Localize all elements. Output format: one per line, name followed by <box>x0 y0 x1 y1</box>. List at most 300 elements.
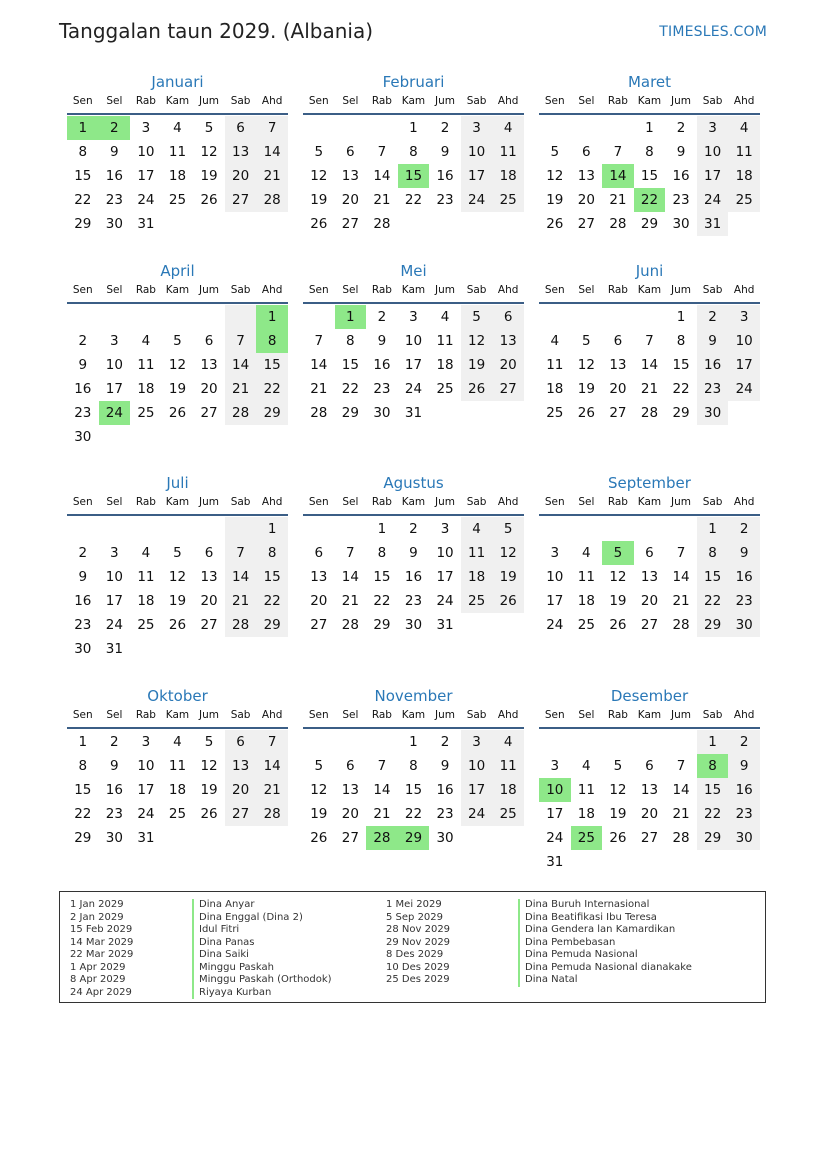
day-cell: 21 <box>225 377 257 401</box>
day-cell: 12 <box>609 782 627 798</box>
weekday-label: Kam <box>165 709 190 721</box>
day-cell: 21 <box>256 778 288 802</box>
weekday-header <box>303 495 524 516</box>
weekday-label: Ahd <box>733 95 755 107</box>
week-row <box>539 565 760 589</box>
day-cell: 3 <box>141 120 151 136</box>
legend-holiday-name: Minggu Paskah <box>199 961 274 973</box>
day-cell: 23 <box>672 192 690 208</box>
weekday-label: Ahd <box>733 709 755 721</box>
day-cell: 28 <box>640 405 659 421</box>
day-cell: 31 <box>697 212 729 236</box>
day-cell: 22 <box>672 381 690 397</box>
holiday-day-cell: 8 <box>256 329 288 353</box>
day-cell: 31 <box>436 617 454 633</box>
brand-link[interactable]: TIMESLES.COM <box>659 24 767 40</box>
day-cell: 11 <box>137 357 155 373</box>
weekday-label: Sab <box>230 284 251 296</box>
day-cell: 24 <box>137 192 155 208</box>
weekday-label: Sab <box>230 95 251 107</box>
day-cell: 19 <box>609 806 627 822</box>
weekday-label: Sab <box>466 496 487 508</box>
day-cell: 12 <box>461 329 493 353</box>
legend-names-left <box>192 899 332 999</box>
week-row <box>67 188 288 212</box>
month-name: Maret <box>627 73 672 91</box>
day-cell: 28 <box>672 617 690 633</box>
week-row <box>303 565 524 589</box>
day-cell: 20 <box>609 381 627 397</box>
week-row <box>539 850 760 874</box>
day-cell: 2 <box>728 730 760 754</box>
empty-day-cell <box>193 212 225 236</box>
legend-holiday-name: Dina Buruh Internasional <box>525 899 650 910</box>
weekday-label: Sel <box>342 496 359 508</box>
day-cell: 20 <box>200 381 218 397</box>
week-row <box>303 140 524 164</box>
holiday-day-cell: 1 <box>67 116 99 140</box>
day-cell: 9 <box>440 758 450 774</box>
day-cell: 12 <box>492 541 524 565</box>
day-cell: 18 <box>436 357 454 373</box>
day-cell: 7 <box>225 329 257 353</box>
day-cell: 7 <box>256 730 288 754</box>
weekday-label: Sab <box>466 284 487 296</box>
day-cell: 16 <box>728 778 760 802</box>
weekday-label: Sel <box>342 284 359 296</box>
day-cell: 12 <box>546 168 564 184</box>
day-cell: 7 <box>377 144 387 160</box>
day-cell: 17 <box>105 593 123 609</box>
weekday-label: Ahd <box>733 496 755 508</box>
weekday-label: Sel <box>106 284 123 296</box>
weekday-label: Sab <box>702 95 723 107</box>
day-cell: 6 <box>645 545 654 561</box>
weekday-header <box>67 495 288 516</box>
day-cell: 2 <box>409 521 418 537</box>
day-cell: 13 <box>341 782 359 798</box>
day-cell: 22 <box>404 806 423 822</box>
empty-day-cell <box>634 850 666 874</box>
empty-day-cell <box>539 116 571 140</box>
legend-date: 5 Sep 2029 <box>386 911 444 923</box>
empty-day-cell <box>99 517 131 541</box>
day-cell: 17 <box>461 778 493 802</box>
day-cell: 5 <box>204 120 214 136</box>
week-row <box>539 778 760 802</box>
day-cell: 8 <box>78 758 88 774</box>
day-cell: 10 <box>461 754 493 778</box>
day-cell: 25 <box>546 405 564 421</box>
day-cell: 19 <box>609 593 627 609</box>
day-cell: 27 <box>640 830 659 846</box>
day-cell: 6 <box>204 545 214 561</box>
day-cell: 19 <box>310 806 328 822</box>
day-cell: 24 <box>105 617 123 633</box>
empty-day-cell <box>571 850 603 874</box>
month-mei <box>303 261 524 425</box>
day-cell: 20 <box>341 192 359 208</box>
day-cell: 18 <box>137 381 155 397</box>
month-name: Oktober <box>147 687 208 705</box>
day-cell: 31 <box>105 641 123 657</box>
week-row <box>67 353 288 377</box>
day-cell: 13 <box>225 754 257 778</box>
day-cell: 3 <box>409 309 418 325</box>
week-row <box>539 802 760 826</box>
weekday-label: Kam <box>165 496 190 508</box>
day-cell: 12 <box>200 144 218 160</box>
day-cell: 4 <box>440 309 450 325</box>
empty-day-cell <box>256 425 288 449</box>
legend-date: 2 Jan 2029 <box>70 911 124 923</box>
empty-day-cell <box>366 116 398 140</box>
day-cell: 1 <box>78 734 88 750</box>
day-cell: 24 <box>436 593 454 609</box>
month-name: November <box>374 687 453 705</box>
week-row <box>67 212 288 236</box>
month-januari <box>67 72 288 236</box>
day-cell: 7 <box>613 144 623 160</box>
empty-day-cell <box>634 305 666 329</box>
day-cell: 4 <box>461 517 493 541</box>
day-cell: 16 <box>404 569 423 585</box>
weekday-label: Kam <box>165 284 190 296</box>
day-cell: 9 <box>110 144 119 160</box>
day-cell: 15 <box>697 778 729 802</box>
day-cell: 27 <box>640 617 659 633</box>
day-cell: 2 <box>110 734 119 750</box>
weekday-label: Kam <box>637 95 662 107</box>
day-cell: 15 <box>404 782 423 798</box>
day-cell: 15 <box>256 565 288 589</box>
week-row <box>67 140 288 164</box>
empty-day-cell <box>602 305 634 329</box>
week-row <box>67 541 288 565</box>
empty-day-cell <box>162 637 194 661</box>
day-cell: 18 <box>577 806 595 822</box>
empty-day-cell <box>99 305 131 329</box>
day-cell: 16 <box>436 168 454 184</box>
empty-day-cell <box>539 305 571 329</box>
week-row <box>303 778 524 802</box>
week-row <box>303 353 524 377</box>
day-cell: 21 <box>373 192 391 208</box>
day-cell: 30 <box>105 216 123 232</box>
day-cell: 24 <box>697 188 729 212</box>
day-cell: 18 <box>546 381 564 397</box>
day-cell: 4 <box>173 120 182 136</box>
week-row <box>67 305 288 329</box>
month-name: Mei <box>400 262 427 280</box>
empty-day-cell <box>461 826 493 850</box>
weekday-label: Rab <box>135 709 156 721</box>
day-cell: 29 <box>672 405 690 421</box>
empty-day-cell <box>539 730 571 754</box>
empty-day-cell <box>366 730 398 754</box>
weekday-label: Sel <box>342 95 359 107</box>
day-cell: 21 <box>672 593 690 609</box>
day-cell: 16 <box>697 353 729 377</box>
day-cell: 31 <box>137 830 155 846</box>
day-cell: 13 <box>640 569 659 585</box>
weekday-label: Jum <box>199 95 220 107</box>
day-cell: 28 <box>225 613 257 637</box>
day-cell: 4 <box>141 545 151 561</box>
week-row <box>303 377 524 401</box>
weekday-label: Rab <box>371 496 392 508</box>
weekday-header <box>67 708 288 729</box>
empty-day-cell <box>634 730 666 754</box>
empty-day-cell <box>634 517 666 541</box>
day-cell: 27 <box>310 617 328 633</box>
day-cell: 26 <box>609 617 627 633</box>
day-cell: 25 <box>436 381 454 397</box>
day-cell: 15 <box>373 569 391 585</box>
day-cell: 13 <box>640 782 659 798</box>
day-cell: 19 <box>168 593 187 609</box>
week-row <box>539 517 760 541</box>
day-cell: 22 <box>697 802 729 826</box>
day-cell: 6 <box>346 144 355 160</box>
day-cell: 22 <box>74 192 92 208</box>
empty-day-cell <box>492 826 524 850</box>
legend-holiday-name: Dina Pembebasan <box>525 936 616 948</box>
day-cell: 12 <box>168 569 187 585</box>
legend-holiday-name: Minggu Paskah (Orthodok) <box>199 974 332 985</box>
day-cell: 28 <box>225 401 257 425</box>
day-cell: 19 <box>310 192 328 208</box>
empty-day-cell <box>303 116 335 140</box>
day-cell: 25 <box>168 806 187 822</box>
day-cell: 17 <box>404 357 423 373</box>
day-cell: 15 <box>341 357 359 373</box>
day-cell: 11 <box>461 541 493 565</box>
day-cell: 17 <box>137 168 155 184</box>
weekday-label: Jum <box>435 284 456 296</box>
empty-day-cell <box>602 116 634 140</box>
day-cell: 10 <box>697 140 729 164</box>
empty-day-cell <box>602 517 634 541</box>
weekday-label: Jum <box>671 496 692 508</box>
day-cell: 6 <box>225 730 257 754</box>
weekday-header <box>539 283 760 304</box>
day-cell: 10 <box>105 357 123 373</box>
empty-day-cell <box>130 305 162 329</box>
day-cell: 3 <box>697 116 729 140</box>
day-cell: 14 <box>341 569 359 585</box>
day-cell: 18 <box>461 565 493 589</box>
weekday-label: Sel <box>106 709 123 721</box>
day-cell: 14 <box>373 168 391 184</box>
day-cell: 9 <box>676 144 686 160</box>
empty-day-cell <box>602 850 634 874</box>
day-cell: 4 <box>550 333 560 349</box>
week-row <box>67 565 288 589</box>
day-cell: 16 <box>105 168 123 184</box>
legend-holiday-name: Dina Saiki <box>199 949 249 960</box>
day-cell: 23 <box>404 593 423 609</box>
week-row <box>303 188 524 212</box>
day-cell: 26 <box>310 216 328 232</box>
day-cell: 7 <box>346 545 355 561</box>
day-cell: 20 <box>492 353 524 377</box>
legend-date: 29 Nov 2029 <box>386 936 451 948</box>
weekday-label: Sab <box>702 496 723 508</box>
weekday-label: Sen <box>72 95 93 107</box>
day-cell: 8 <box>377 545 387 561</box>
day-cell: 12 <box>168 357 187 373</box>
day-cell: 20 <box>341 806 359 822</box>
weekday-header <box>303 94 524 115</box>
day-cell: 6 <box>204 333 214 349</box>
week-row <box>303 212 524 236</box>
day-cell: 30 <box>672 216 690 232</box>
day-cell: 19 <box>200 168 218 184</box>
week-row <box>67 637 288 661</box>
day-cell: 5 <box>314 758 324 774</box>
month-name: Juli <box>166 474 189 492</box>
day-cell: 23 <box>74 405 92 421</box>
day-cell: 24 <box>461 188 493 212</box>
weekday-header <box>539 708 760 729</box>
empty-day-cell <box>162 425 194 449</box>
week-row <box>67 754 288 778</box>
weekday-label: Sen <box>544 95 565 107</box>
empty-day-cell <box>461 401 493 425</box>
weekday-label: Jum <box>671 284 692 296</box>
day-cell: 20 <box>225 778 257 802</box>
empty-day-cell <box>602 730 634 754</box>
weekday-label: Jum <box>671 95 692 107</box>
day-cell: 4 <box>141 333 151 349</box>
weekday-label: Jum <box>435 496 456 508</box>
weekday-label: Rab <box>607 95 628 107</box>
day-cell: 9 <box>78 569 88 585</box>
day-cell: 16 <box>74 593 92 609</box>
weekday-label: Sel <box>578 496 595 508</box>
legend-holiday-name: Dina Pemuda Nasional <box>525 949 638 960</box>
day-cell: 18 <box>728 164 760 188</box>
day-cell: 8 <box>78 144 88 160</box>
day-cell: 24 <box>461 802 493 826</box>
day-cell: 9 <box>728 541 760 565</box>
weekday-header <box>539 94 760 115</box>
holiday-legend <box>59 891 766 1003</box>
holiday-day-cell: 22 <box>634 188 666 212</box>
day-cell: 8 <box>409 758 418 774</box>
day-cell: 3 <box>461 116 493 140</box>
day-cell: 4 <box>492 730 524 754</box>
day-cell: 18 <box>492 164 524 188</box>
holiday-day-cell: 15 <box>398 164 430 188</box>
empty-day-cell <box>492 212 524 236</box>
legend-holiday-name: Riyaya Kurban <box>199 986 272 998</box>
empty-day-cell <box>728 850 760 874</box>
weekday-label: Sen <box>72 496 93 508</box>
empty-day-cell <box>303 517 335 541</box>
day-cell: 21 <box>310 381 328 397</box>
empty-day-cell <box>571 730 603 754</box>
month-april <box>67 261 288 449</box>
week-row <box>539 116 760 140</box>
empty-day-cell <box>225 517 257 541</box>
day-cell: 30 <box>74 641 92 657</box>
day-cell: 29 <box>697 613 729 637</box>
day-cell: 6 <box>645 758 654 774</box>
day-cell: 4 <box>173 734 182 750</box>
day-cell: 11 <box>492 754 524 778</box>
day-cell: 11 <box>728 140 760 164</box>
day-cell: 19 <box>546 192 564 208</box>
empty-day-cell <box>571 305 603 329</box>
day-cell: 10 <box>546 569 564 585</box>
month-desember <box>539 686 760 874</box>
day-cell: 6 <box>492 305 524 329</box>
weekday-label: Rab <box>607 496 628 508</box>
empty-day-cell <box>256 212 288 236</box>
day-cell: 23 <box>728 589 760 613</box>
day-cell: 21 <box>341 593 359 609</box>
day-cell: 14 <box>225 353 257 377</box>
day-cell: 17 <box>137 782 155 798</box>
week-row <box>67 377 288 401</box>
day-cell: 12 <box>310 168 328 184</box>
empty-day-cell <box>225 637 257 661</box>
day-cell: 7 <box>314 333 324 349</box>
day-cell: 2 <box>377 309 387 325</box>
day-cell: 9 <box>377 333 387 349</box>
day-cell: 4 <box>582 545 591 561</box>
day-cell: 7 <box>256 116 288 140</box>
day-cell: 3 <box>110 333 119 349</box>
weekday-label: Sel <box>342 709 359 721</box>
week-row <box>539 541 760 565</box>
empty-day-cell <box>429 212 461 236</box>
day-cell: 26 <box>200 192 218 208</box>
day-cell: 26 <box>609 830 627 846</box>
week-row <box>303 730 524 754</box>
empty-day-cell <box>461 212 493 236</box>
day-cell: 14 <box>225 565 257 589</box>
day-cell: 30 <box>105 830 123 846</box>
day-cell: 3 <box>550 758 560 774</box>
week-row <box>67 425 288 449</box>
day-cell: 6 <box>225 116 257 140</box>
weekday-label: Rab <box>135 284 156 296</box>
day-cell: 16 <box>373 357 391 373</box>
day-cell: 26 <box>461 377 493 401</box>
day-cell: 25 <box>137 405 155 421</box>
day-cell: 9 <box>728 754 760 778</box>
weekday-label: Ahd <box>497 95 519 107</box>
month-name: Januari <box>151 73 204 91</box>
day-cell: 13 <box>200 357 218 373</box>
empty-day-cell <box>728 212 760 236</box>
empty-day-cell <box>256 826 288 850</box>
week-row <box>67 802 288 826</box>
day-cell: 24 <box>728 377 760 401</box>
day-cell: 18 <box>168 168 187 184</box>
week-row <box>303 613 524 637</box>
empty-day-cell <box>130 425 162 449</box>
day-cell: 3 <box>110 545 119 561</box>
holiday-day-cell: 1 <box>256 305 288 329</box>
weekday-header <box>303 283 524 304</box>
empty-day-cell <box>665 730 697 754</box>
weekday-header <box>67 283 288 304</box>
day-cell: 21 <box>225 589 257 613</box>
